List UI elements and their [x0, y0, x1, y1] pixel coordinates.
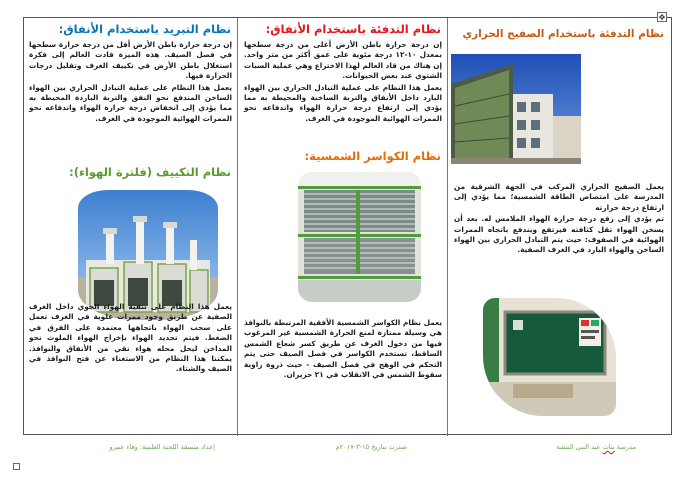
classroom-photo [483, 298, 616, 416]
solar-building-photo [451, 54, 581, 164]
column-heating-tunnels [238, 18, 448, 451]
cooling-title: نظام التبريد باستخدام الأنفاق: [58, 22, 231, 36]
heating-tunnels-paragraph: إن درجة حرارة باطن الأرض أعلى من درجة سطحها بمعدل ١٠-١٢ درجة مئوية على عمق أكثر من متر واحد. إن هناك من قاد العالم لهذا الاختراع وهي عملية السبات الشتوي عند بعض الحيوانات. [244, 40, 442, 81]
heating-tunnels-text [244, 40, 442, 125]
table-resize-handle-icon[interactable] [13, 463, 20, 470]
school-name-spellcheck: بنات [602, 443, 615, 451]
solar-louvers-photo [298, 172, 421, 302]
heating-tunnels-paragraph: يعمل هذا النظام على عملية التبادل الحراري بين الهواء البارد داخل الأنفاق والتربة الساخنة والمحيطة به مما يؤدي إلى ارتفاع درجة حرارة الهواء واندفاعه نحو الممرات الهوائية الموجودة في الغرف. [244, 82, 442, 123]
ac-title: نظام التكييف (فلترة الهواء): [69, 165, 231, 179]
school-name-footer [556, 443, 636, 451]
cooling-paragraph: يعمل هذا النظام على عملية التبادل الحراري بين الهواء الساخن المندفع نحو النفق والتربة الباردة المحيطة به مما يؤدي إلى انخفاض درجة حرارة الهواء واندفاعه نحو الممرات الهوائية الموجودة في الغرف. [29, 82, 232, 123]
louvers-text [244, 318, 442, 381]
ventilation-chimneys-photo [78, 190, 218, 320]
solar-heating-paragraph: تم يؤدي إلى رفع درجة حرارة الهواء الملامس له. بعد أن يسخن الهواء تقل كثافته فيرتفع ويندفع باتجاه الممرات الهوائية في الصفوف: حيث يتم التبادل الحراري بين الهواء الساخن والهواء البارد في الغرف الصفية. [454, 214, 664, 255]
solar-heating-title: نظام التدفئة باستخدام الصفيح الحراري [462, 28, 664, 40]
ac-text [29, 302, 232, 376]
ac-paragraph: يعمل هذا النظام على تنقية الهواء الجوي داخل الغرف الصفية عن طريق وجود ممرات علوية في الغرف تعمل على سحب الهواء باتجاهها معتمدة على الفرق في الضغط. فيتم تجديد الهواء بإخراج الهواء الملوث نحو المداخن ليحل محله هواء نقي من الأنفاق والنوافذ. يمكننا هذا النظام من الاستغناء عن فتح النوافذ في الصيف والشتاء. [29, 302, 232, 374]
table-move-handle-icon[interactable]: ✥ [658, 13, 666, 22]
solar-heating-paragraph: يعمل الصفيح الحراري المركب في الجهة الشرقية من المدرسة على امتصاص الطاقة الشمسية؛ مما يؤدي إلى ارتفاع درجة حرارته [454, 182, 664, 212]
school-name-rest: عبد النبي النتشة [556, 443, 601, 451]
issue-date-footer: صدرت بتاريخ ١٥-٣-٢٠١٧م [335, 443, 407, 451]
solar-heating-text [454, 182, 664, 257]
column-cooling [23, 18, 238, 451]
heating-tunnels-title: نظام التدفئة باستخدام الأنفاق: [265, 22, 441, 36]
cooling-text [29, 40, 232, 125]
louvers-paragraph: يعمل نظام الكواسر الشمسية الأفقية المرتبطة بالنوافذ هي وسيلة ممتازة لمنع الحرارة الشمسية غير المرغوب فيها من دخول الغرف عن طريق كسر شعاع الشمس الساقط، تستخدم الكواسر في فصل الصيف حتى يتم التحكم في الوهج في فصل الصيف - حيث ذروة زاوية سقوط الشمس في الانقلاب في ٢١ حزيران. [244, 318, 442, 380]
cooling-footer: إعداد منسقة اللجنة العلمية: وفاء عمرو [109, 443, 215, 451]
school-label: مدرسة [616, 443, 636, 451]
louvers-title: نظام الكواسر الشمسية: [304, 149, 441, 163]
column-solar-heating [448, 18, 672, 451]
cooling-paragraph: إن درجة حرارة باطن الأرض أقل من درجة حرارة سطحها في فصل الصيف. هذه الميزة قادت العالم إلى فكرة استغلال باطن الأرض في تكييف الغرف وتقليل درجات الحرارة فيها. [29, 40, 232, 81]
